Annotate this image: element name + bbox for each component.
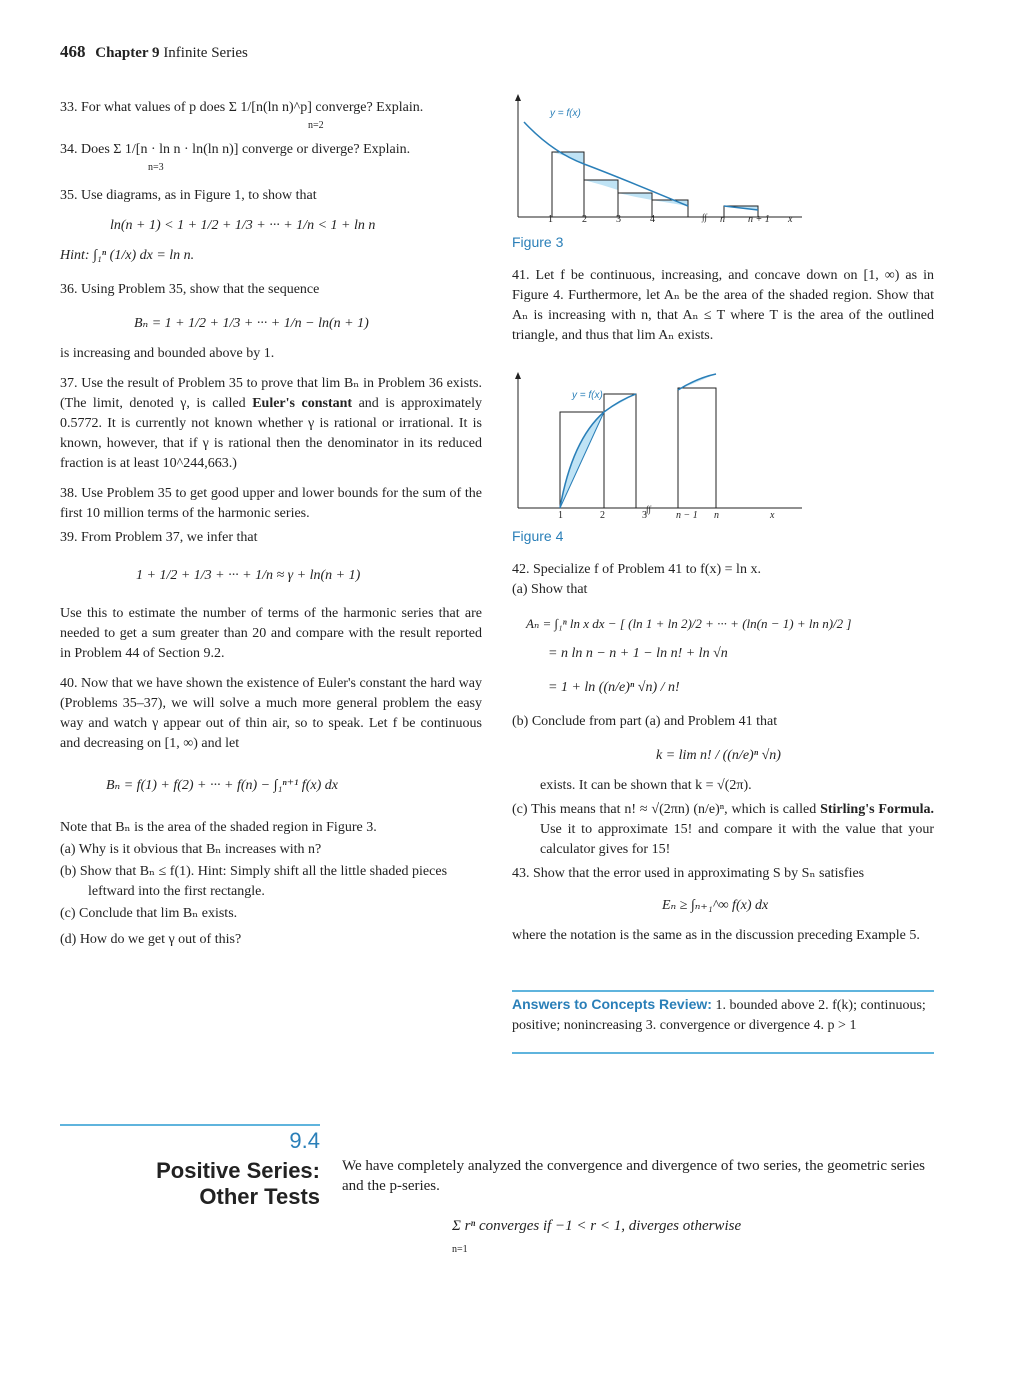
problem-36: 36. Using Problem 35, show that the sequence (60, 282, 320, 297)
figure-3: ∫∫ y = f(x) 1 2 3 4 n n + 1 x (512, 92, 934, 232)
problem-42-intro: 42. Specialize f of Problem 41 to f(x) = ln x. (512, 562, 761, 577)
problem-36-equation: Bₙ = 1 + 1/2 + 1/3 + ··· + 1/n − ln(n + 1) (134, 316, 369, 331)
problem-42-b: (b) Conclude from part (a) and Problem 41 that (512, 714, 778, 729)
answers-box (512, 994, 934, 1036)
figure-3-curve-label: y = f(x) (550, 108, 581, 119)
problem-34: 34. Does Σ 1/[n · ln n · ln(ln n)] converge or diverge? Explain. (60, 142, 411, 157)
section-intro: We have completely analyzed the convergence and divergence of two series, the geometric series and the p-series. (342, 1158, 925, 1194)
euler-constant-term: Euler's constant (252, 396, 353, 411)
hint-integral: ∫₁ⁿ (1/x) dx = ln n. (93, 248, 195, 263)
answers-top-rule (512, 990, 934, 992)
problem-42-eq3: = 1 + ln ((n/e)ⁿ √n) / n! (548, 680, 680, 695)
problem-43-tail: where the notation is the same as in the discussion preceding Example 5. (512, 928, 920, 943)
problem-35: 35. Use diagrams, as in Figure 1, to show that (60, 188, 317, 203)
answers-title: Answers to Concepts Review: (512, 996, 712, 1012)
svg-text:∫∫: ∫∫ (702, 212, 707, 222)
problem-42-eq1: Aₙ = ∫₁ⁿ ln x dx − [ (ln 1 + ln 2)/2 + ··· + (ln(n − 1) + ln n)/2 ] (526, 616, 852, 631)
problem-42-eq2: = n ln n − n + 1 − ln n! + ln √n (548, 646, 728, 661)
figure-4-diagram (512, 370, 812, 522)
chapter-title: Infinite Series (163, 45, 248, 61)
chapter-label: Chapter 9 (95, 45, 160, 61)
section-title: Positive Series: Other Tests (156, 1158, 320, 1209)
problem-40-a: (a) Why is it obvious that Bₙ increases with n? (60, 842, 322, 857)
figure-4-caption: Figure 4 (512, 528, 564, 544)
section-equation: Σ rⁿ converges if −1 < r < 1, diverges otherwise (452, 1218, 742, 1234)
answers-bottom-rule (512, 1052, 934, 1054)
figure-4-curve-label: y = f(x) (572, 390, 603, 401)
problem-33-sub: n=2 (308, 120, 324, 131)
problem-43-equation: Eₙ ≥ ∫ₙ₊₁^∞ f(x) dx (662, 898, 769, 913)
problem-43: 43. Show that the error used in approximating S by Sₙ satisfies (512, 866, 865, 881)
problem-40-d: (d) How do we get γ out of this? (60, 932, 242, 947)
page-number: 468 (60, 42, 86, 61)
page-header (60, 42, 248, 62)
problem-33: 33. For what values of p does Σ 1/[n(ln n)^p] converge? Explain. (60, 100, 424, 115)
answers-text: 1. bounded above 2. f(k); continuous; positive; nonincreasing 3. convergence or divergence 4. p > 1 (512, 998, 926, 1033)
problem-34-sub: n=3 (148, 162, 164, 173)
problem-42 (512, 560, 934, 946)
problem-42-a: (a) Show that (512, 582, 588, 597)
problem-41: 41. Let f be continuous, increasing, and concave down on [1, ∞) as in Figure 4. Furthermore, let Aₙ be the area of the shaded region. Show that Aₙ is increasing with n, that Aₙ ≤ T where T is the area of the outlined triangle, and thus that lim Aₙ exists. (512, 268, 934, 343)
problem-40-equation: Bₙ = f(1) + f(2) + ··· + f(n) − ∫₁ⁿ⁺¹ f(x) dx (106, 778, 338, 793)
problem-40-b: (b) Show that Bₙ ≤ f(1). Hint: Simply shift all the little shaded pieces leftward into the first rectangle. (60, 864, 448, 899)
problem-40-c: (c) Conclude that lim Bₙ exists. (60, 906, 238, 921)
problem-38: 38. Use Problem 35 to get good upper and lower bounds for the sum of the first 10 million terms of the harmonic series. (60, 486, 482, 521)
hint-label: Hint: (60, 248, 90, 263)
section-number: 9.4 (289, 1128, 320, 1153)
stirling-formula-term: Stirling's Formula. (820, 802, 935, 817)
problem-39: 39. From Problem 37, we infer that (60, 530, 258, 545)
problem-37: 37. Use the result of Problem 35 to prove that lim Bₙ in Problem 36 exists. (The limit, denoted γ, is called Euler's constant and is approximately 0.5772. It is currently not known whether γ is rational or irrational. It is known, however, that if γ is rational then the denominator in its reduced fraction is at least 10^244,663.) (60, 376, 483, 471)
figure-4: ∫∫ y = f(x) 1 2 3 n − 1 n x (512, 370, 812, 522)
svg-text:∫∫: ∫∫ (646, 504, 651, 514)
section-rule (60, 1124, 320, 1126)
problem-35-equation: ln(n + 1) < 1 + 1/2 + 1/3 + ··· + 1/n < 1 + ln n (110, 218, 376, 233)
problem-40: 40. Now that we have shown the existence of Euler's constant the hard way (Problems 35–37), we will solve a much more general problem the easy way and watch γ appear out of thin air, so to speak. Let f be continuous and decreasing on [1, ∞) and let (60, 676, 482, 751)
problem-40-note: Note that Bₙ is the area of the shaded region in Figure 3. (60, 820, 377, 835)
left-column (60, 98, 482, 950)
problem-39-equation: 1 + 1/2 + 1/3 + ··· + 1/n ≈ γ + ln(n + 1) (136, 568, 361, 583)
section-equation-sub: n=1 (452, 1244, 468, 1255)
problem-42-b2: exists. It can be shown that k = √(2π). (540, 778, 752, 793)
problem-42-c: (c) This means that n! ≈ √(2πn) (n/e)ⁿ, which is called Stirling's Formula. Use it to approximate 15! and compare it with the value that your calculator gives for 15! (512, 802, 935, 857)
problem-36-tail: is increasing and bounded above by 1. (60, 346, 275, 361)
problem-39-tail: Use this to estimate the number of terms of the harmonic series that are needed to get a sum greater than 20 and compare with the result reported in Problem 44 of Section 9.2. (60, 606, 482, 661)
problem-42-eq4: k = lim n! / ((n/e)ⁿ √n) (656, 748, 781, 763)
figure-3-caption: Figure 3 (512, 234, 564, 250)
